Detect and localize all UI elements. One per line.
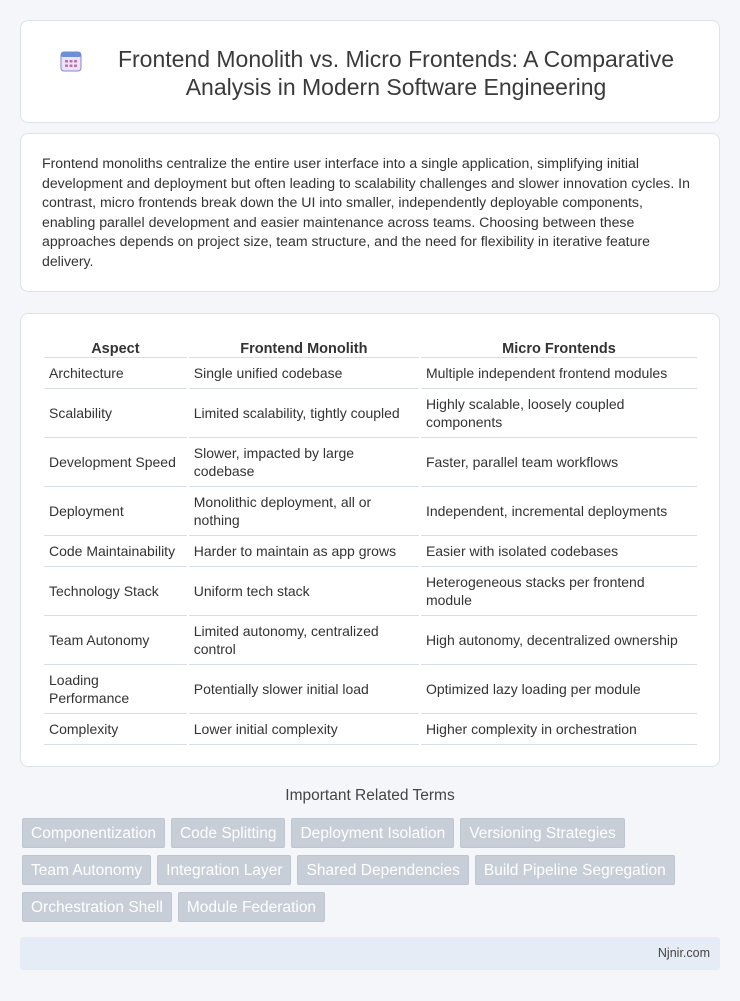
term-tag[interactable]: Build Pipeline Segregation [475,855,675,885]
cell-monolith: Monolithic deployment, all or nothing [189,487,419,536]
table-row [44,358,697,389]
header-micro-frontends: Micro Frontends [421,334,697,358]
summary-card [20,133,720,292]
table-row [44,536,697,567]
table-row [44,714,697,745]
title-card [20,20,720,123]
cell-aspect: Architecture [44,358,187,389]
cell-aspect: Deployment [44,487,187,536]
term-tag[interactable]: Code Splitting [171,818,286,848]
comparison-table [42,334,699,745]
table-row [44,616,697,665]
comparison-table-card [20,313,720,767]
header-frontend-monolith: Frontend Monolith [189,334,419,358]
cell-aspect: Technology Stack [44,567,187,616]
term-tag[interactable]: Deployment Isolation [291,818,454,848]
cell-micro: High autonomy, decentralized ownership [421,616,697,665]
cell-aspect: Complexity [44,714,187,745]
summary-paragraph: Frontend monoliths centralize the entire user interface into a single application, simplifying initial development and deployment but often leading to scalability challenges and slower innovation cycles. In contrast, micro frontends break down the UI into smaller, independently deployable components, enabling parallel development and easier maintenance across teams. Choosing between these approaches depends on project size, team structure, and the need for flexibility in iterative feature delivery. [42,155,690,269]
source-credit: Njnir.com [657,946,710,960]
table-row [44,487,697,536]
table-row [44,389,697,438]
cell-monolith: Slower, impacted by large codebase [189,438,419,487]
cell-micro: Heterogeneous stacks per frontend module [421,567,697,616]
footer-bar [20,937,720,970]
cell-aspect: Team Autonomy [44,616,187,665]
calendar-icon [59,49,83,73]
page-title: Frontend Monolith vs. Micro Frontends: A Comparative Analysis in Modern Software Engineering [117,46,675,100]
related-terms-list [22,818,720,922]
cell-aspect: Development Speed [44,438,187,487]
table-row [44,567,697,616]
term-tag[interactable]: Versioning Strategies [460,818,624,848]
cell-micro: Faster, parallel team workflows [421,438,697,487]
cell-monolith: Potentially slower initial load [189,665,419,714]
cell-micro: Multiple independent frontend modules [421,358,697,389]
cell-aspect: Loading Performance [44,665,187,714]
term-tag[interactable]: Module Federation [178,892,325,922]
cell-micro: Independent, incremental deployments [421,487,697,536]
table-row [44,665,697,714]
table-header-row [44,334,697,358]
cell-monolith: Single unified codebase [189,358,419,389]
cell-micro: Easier with isolated codebases [421,536,697,567]
cell-micro: Highly scalable, loosely coupled components [421,389,697,438]
cell-monolith: Lower initial complexity [189,714,419,745]
term-tag[interactable]: Shared Dependencies [297,855,468,885]
cell-monolith: Uniform tech stack [189,567,419,616]
cell-monolith: Limited autonomy, centralized control [189,616,419,665]
cell-micro: Higher complexity in orchestration [421,714,697,745]
related-terms-heading: Important Related Terms [285,787,455,804]
term-tag[interactable]: Team Autonomy [22,855,151,885]
term-tag[interactable]: Integration Layer [157,855,291,885]
term-tag[interactable]: Componentization [22,818,165,848]
cell-aspect: Scalability [44,389,187,438]
cell-monolith: Limited scalability, tightly coupled [189,389,419,438]
table-row [44,438,697,487]
cell-aspect: Code Maintainability [44,536,187,567]
cell-micro: Optimized lazy loading per module [421,665,697,714]
term-tag[interactable]: Orchestration Shell [22,892,172,922]
cell-monolith: Harder to maintain as app grows [189,536,419,567]
header-aspect: Aspect [44,334,187,358]
